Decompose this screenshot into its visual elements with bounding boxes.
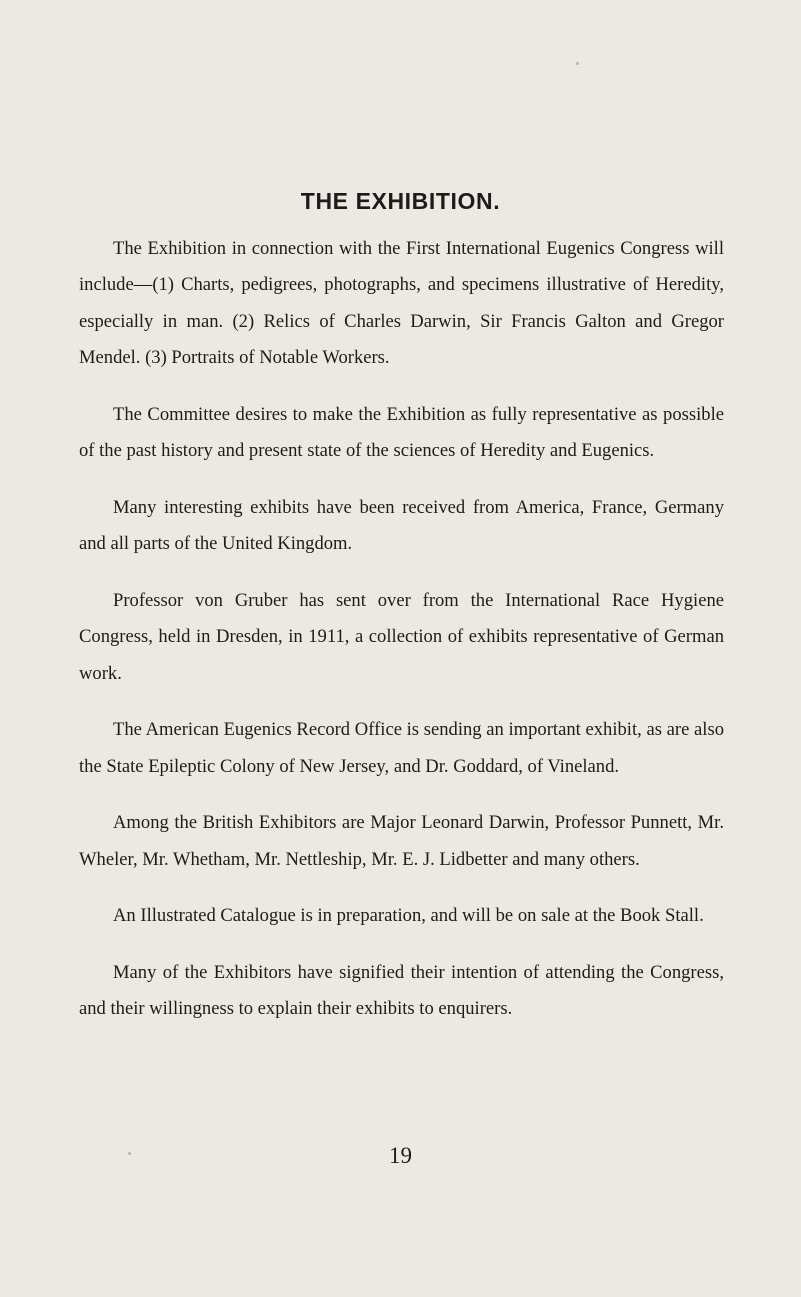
paragraph: Many interesting exhibits have been received from America, France, Germany and all parts of the United Kingdom. — [79, 496, 724, 555]
paragraph: The Exhibition in connection with the First International Eugenics Congress will include—(1) Charts, pedigrees, photographs, and specimens illustrative of Heredity, especially in man. (2) Relics of Charles Darwin, Sir Francis Galton and Gregor Mendel. (3) Portraits of Notable Workers. — [79, 238, 724, 369]
paragraph: Among the British Exhibitors are Major Leonard Darwin, Professor Punnett, Mr. Wheler, Mr. Whetham, Mr. Nettleship, Mr. E. J. Lidbetter and many others. — [79, 812, 724, 870]
paragraph: Professor von Gruber has sent over from the International Race Hygiene Congress, held in Dresden, in 1911, a collection of exhibits representative of German work. — [79, 589, 724, 684]
paragraph: Many of the Exhibitors have signified their intention of attending the Congress, and their willingness to explain their exhibits to enquirers. — [79, 961, 724, 1020]
page-number: 19 — [389, 1143, 412, 1168]
paragraph: The American Eugenics Record Office is sending an important exhibit, as are also the State Epileptic Colony of New Jersey, and Dr. Goddard, of Vineland. — [79, 719, 724, 777]
paragraph: An Illustrated Catalogue is in preparation, and will be on sale at the Book Stall. — [113, 905, 704, 927]
paper-speck — [576, 62, 579, 65]
paragraph: The Committee desires to make the Exhibition as fully representative as possible of the past history and present state of the sciences of Heredity and Eugenics. — [79, 403, 724, 462]
page-title: THE EXHIBITION. — [300, 188, 501, 214]
body-text — [79, 231, 724, 1048]
